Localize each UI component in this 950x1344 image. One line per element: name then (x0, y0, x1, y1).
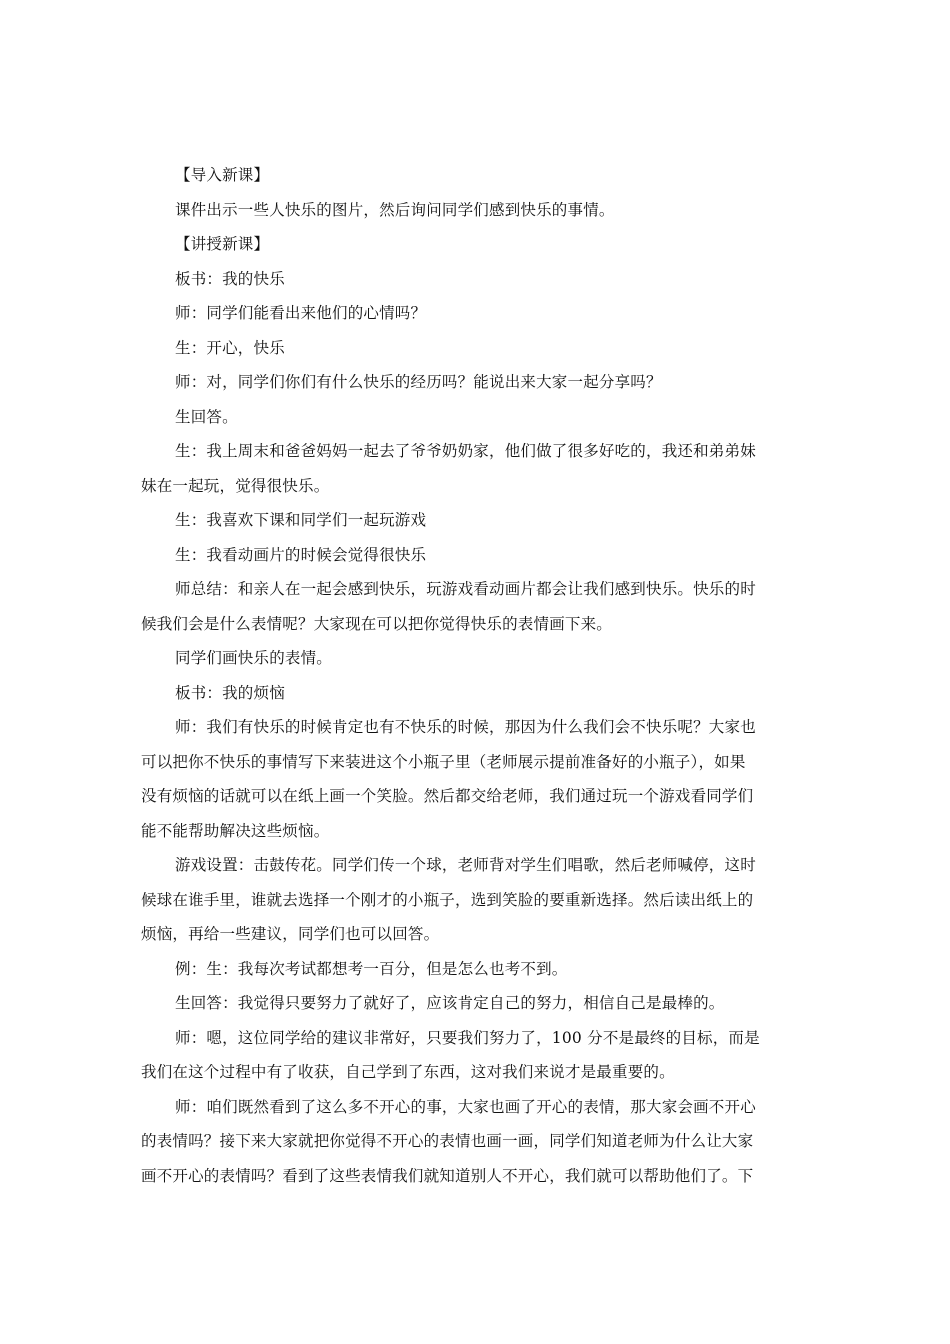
text-line: 可以把你不快乐的事情写下来装进这个小瓶子里（老师展示提前准备好的小瓶子），如果 (141, 752, 746, 771)
text-line: 同学们画快乐的表情。 (175, 649, 333, 667)
text-line: 妹在一起玩，觉得很快乐。 (141, 476, 330, 495)
text-line: 生：开心，快乐 (175, 338, 285, 357)
text-line: 板书：我的快乐 (175, 269, 285, 288)
text-line: 板书：我的烦恼 (175, 683, 285, 702)
text-line: 候球在谁手里，谁就去选择一个刚才的小瓶子，选到笑脸的要重新选择。然后读出纸上的 (141, 890, 754, 909)
text-line: 生：我喜欢下课和同学们一起玩游戏 (175, 511, 427, 529)
document-body (141, 158, 801, 1193)
text-line: 课件出示一些人快乐的图片，然后询问同学们感到快乐的事情。 (175, 200, 615, 219)
text-line: 生：我上周末和爸爸妈妈一起去了爷爷奶奶家，他们做了很多好吃的，我还和弟弟妹 (175, 442, 756, 460)
text-line: 生回答：我觉得只要努力了就好了，应该肯定自己的努力，相信自己是最棒的。 (175, 994, 725, 1012)
text-line: 例：生：我每次考试都想考一百分，但是怎么也考不到。 (175, 959, 568, 978)
text-line: 【导入新课】 (175, 166, 270, 184)
text-line: 师：同学们能看出来他们的心情吗？ (175, 304, 427, 322)
text-line: 师：我们有快乐的时候肯定也有不快乐的时候，那因为什么我们会不快乐呢？大家也 (175, 718, 756, 736)
text-line: 游戏设置：击鼓传花。同学们传一个球，老师背对学生们唱歌，然后老师喊停，这时 (175, 856, 756, 874)
text-line: 能不能帮助解决这些烦恼。 (141, 821, 330, 840)
text-line: 生回答。 (175, 407, 238, 426)
text-line: 师：嗯，这位同学给的建议非常好，只要我们努力了，100 分不是最终的目标，而是 (175, 1028, 760, 1047)
text-line: 没有烦恼的话就可以在纸上画一个笑脸。然后都交给老师，我们通过玩一个游戏看同学们 (141, 787, 754, 805)
text-line: 候我们会是什么表情呢？大家现在可以把你觉得快乐的表情画下来。 (141, 614, 613, 633)
text-line: 画不开心的表情吗？看到了这些表情我们就知道别人不开心，我们就可以帮助他们了。下 (141, 1166, 754, 1185)
text-line: 生：我看动画片的时候会觉得很快乐 (175, 545, 427, 564)
text-line: 师总结：和亲人在一起会感到快乐，玩游戏看动画片都会让我们感到快乐。快乐的时 (175, 580, 756, 598)
text-line: 的表情吗？接下来大家就把你觉得不开心的表情也画一画，同学们知道老师为什么让大家 (141, 1132, 754, 1150)
text-line: 烦恼，再给一些建议，同学们也可以回答。 (141, 925, 440, 943)
text-line: 我们在这个过程中有了收获，自己学到了东西，这对我们来说才是最重要的。 (141, 1063, 675, 1081)
text-line: 【讲授新课】 (175, 235, 270, 253)
text-line: 师：对，同学们你们有什么快乐的经历吗？能说出来大家一起分享吗？ (175, 373, 662, 391)
text-line: 师：咱们既然看到了这么多不开心的事，大家也画了开心的表情，那大家会画不开心 (175, 1097, 756, 1116)
